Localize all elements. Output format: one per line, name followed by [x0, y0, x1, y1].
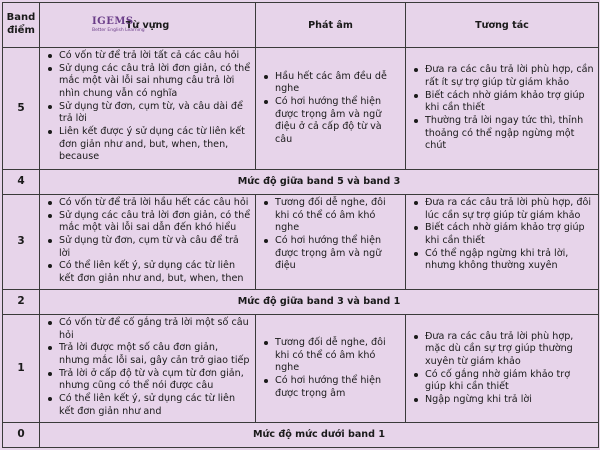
- header-interact: [406, 3, 599, 48]
- list-item: Đưa ra các câu trả lời phù hợp, cần rất ít sự trợ giúp từ giám khảo: [411, 64, 594, 89]
- list-item: Có thể liên kết ý, sử dụng các từ liên kết đơn giản như and, but, when, then: [45, 260, 251, 285]
- band-0-row: [3, 423, 599, 448]
- band-2-description: Mức độ giữa band 3 và band 1: [40, 290, 599, 315]
- rubric-table-wrapper: [2, 2, 598, 448]
- band-number: 5: [3, 47, 40, 170]
- interact-cell: [406, 47, 599, 170]
- list-item: Liên kết được ý sử dụng các từ liên kết đơn giản như and, but, when, then, because: [45, 126, 251, 164]
- pron-list: [261, 197, 401, 273]
- list-item: Biết cách nhờ giám khảo trợ giúp khi cần thiết: [411, 222, 594, 247]
- pron-list: [261, 71, 401, 147]
- band-number: 1: [3, 314, 40, 422]
- vocab-list: [45, 317, 251, 418]
- band-4-row: [3, 170, 599, 195]
- list-item: Có thể liên kết ý, sử dụng các từ liên kết đơn giản như and: [45, 393, 251, 418]
- vocab-list: [45, 50, 251, 164]
- band-4-description: Mức độ giữa band 5 và band 3: [40, 170, 599, 195]
- pron-cell: [256, 47, 406, 170]
- list-item: Đưa ra các câu trả lời phù hợp, mặc dù cần sự trợ giúp thường xuyên từ giám khảo: [411, 331, 594, 369]
- interact-cell: [406, 314, 599, 422]
- header-band-line2: điểm: [7, 24, 35, 36]
- pron-list: [261, 337, 401, 400]
- list-item: Có cố gắng nhờ giám khảo trợ giúp khi cần thiết: [411, 369, 594, 394]
- band-3-row: [3, 194, 599, 290]
- interact-list: [411, 197, 594, 273]
- list-item: Biết cách nhờ giám khảo trợ giúp khi cần thiết: [411, 90, 594, 115]
- logo-text: IGEMS: [92, 16, 134, 27]
- header-band-line1: Band: [6, 12, 36, 24]
- band-number: 2: [3, 290, 40, 315]
- band-number: 0: [3, 423, 40, 448]
- list-item: Sử dụng các câu trả lời đơn giản, có thể mắc một vài lỗi sai nhưng câu trả lời nhìn chung vẫn có nghĩa: [45, 63, 251, 101]
- list-item: Trả lời được một số câu đơn giản, nhưng mắc lỗi sai, gây cản trở giao tiếp: [45, 342, 251, 367]
- list-item: Có hơi hướng thể hiện được trọng âm: [261, 375, 401, 400]
- list-item: Sử dụng các câu trả lời đơn giản, có thể mắc một vài lỗi sai dẫn đến khó hiểu: [45, 210, 251, 235]
- list-item: Có vốn từ để cố gắng trả lời một số câu hỏi: [45, 317, 251, 342]
- interact-list: [411, 64, 594, 153]
- vocab-list: [45, 197, 251, 286]
- list-item: Đưa ra các câu trả lời phù hợp, đôi lúc cần sự trợ giúp từ giám khảo: [411, 197, 594, 222]
- list-item: Có hơi hướng thể hiện được trọng âm và ngữ điệu: [261, 235, 401, 273]
- header-vocab: [40, 3, 256, 48]
- band-1-row: [3, 314, 599, 422]
- list-item: Tương đối dễ nghe, đôi khi có thể có âm khó nghe: [261, 197, 401, 235]
- band-2-row: [3, 290, 599, 315]
- interact-list: [411, 331, 594, 407]
- list-item: Có vốn từ để trả lời hầu hết các câu hỏi: [45, 197, 251, 210]
- list-item: Thường trả lời ngay tức thì, thỉnh thoảng có thể ngập ngừng một chút: [411, 115, 594, 153]
- band-number: 4: [3, 170, 40, 195]
- logo-tagline: Better English Learning: [92, 28, 145, 34]
- header-row: [3, 3, 599, 48]
- interact-cell: [406, 194, 599, 290]
- list-item: Trả lời ở cấp độ từ và cụm từ đơn giản, nhưng cũng có thể nói được câu: [45, 368, 251, 393]
- igems-logo: [92, 15, 145, 34]
- list-item: Có vốn từ để trả lời tất cả các câu hỏi: [45, 50, 251, 63]
- header-vocab-label: Từ vựng: [125, 19, 170, 31]
- vocab-cell: [40, 194, 256, 290]
- header-pron-label: Phát âm: [308, 19, 353, 31]
- band-0-description: Mức độ mức dưới band 1: [40, 423, 599, 448]
- band-number: 3: [3, 194, 40, 290]
- rubric-table: [2, 2, 599, 448]
- pron-cell: [256, 314, 406, 422]
- band-5-row: [3, 47, 599, 170]
- header-band: [3, 3, 40, 48]
- list-item: Có hơi hướng thể hiện được trọng âm và ngữ điệu ở cả cấp độ từ và câu: [261, 96, 401, 147]
- pron-cell: [256, 194, 406, 290]
- list-item: Hầu hết các âm đều dễ nghe: [261, 71, 401, 96]
- header-pron: [256, 3, 406, 48]
- list-item: Tương đối dễ nghe, đôi khi có thể có âm khó nghe: [261, 337, 401, 375]
- list-item: Có thể ngập ngừng khi trả lời, nhưng không thường xuyên: [411, 248, 594, 273]
- list-item: Sử dụng từ đơn, cụm từ và câu để trả lời: [45, 235, 251, 260]
- list-item: Ngập ngừng khi trả lời: [411, 394, 594, 407]
- list-item: Sử dụng từ đơn, cụm từ, và câu dài để trả lời: [45, 101, 251, 126]
- vocab-cell: [40, 314, 256, 422]
- header-interact-label: Tương tác: [475, 19, 529, 31]
- vocab-cell: [40, 47, 256, 170]
